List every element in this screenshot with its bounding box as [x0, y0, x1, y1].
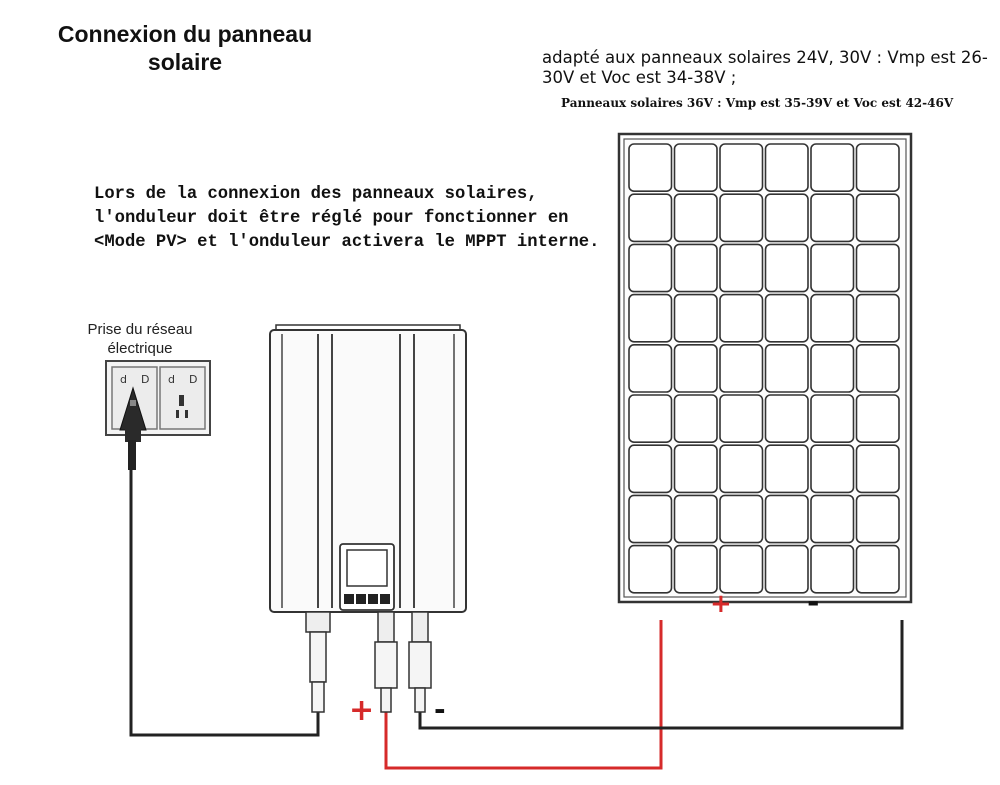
- solar-cell: [629, 295, 672, 342]
- solar-cell: [766, 144, 809, 191]
- solar-cell: [675, 295, 718, 342]
- solar-cell: [857, 144, 900, 191]
- solar-cell: [720, 144, 763, 191]
- solar-cell: [811, 445, 854, 492]
- solar-cell: [766, 194, 809, 241]
- inverter-minus-label: -: [434, 693, 446, 726]
- solar-cell: [675, 144, 718, 191]
- solar-cell: [857, 546, 900, 593]
- solar-cell: [675, 445, 718, 492]
- solar-cell: [811, 295, 854, 342]
- solar-cell: [857, 495, 900, 542]
- solar-cell: [811, 244, 854, 291]
- solar-cell: [811, 345, 854, 392]
- solar-cell: [857, 244, 900, 291]
- solar-cell: [811, 194, 854, 241]
- svg-text:D: D: [141, 373, 150, 386]
- panel-minus-label: -: [807, 585, 820, 620]
- solar-cell: [720, 546, 763, 593]
- solar-cell: [766, 546, 809, 593]
- solar-cell: [629, 495, 672, 542]
- solar-cell: [675, 495, 718, 542]
- spec-voltage-24-30: adapté aux panneaux solaires 24V, 30V : Vmp est 26-30V et Voc est 34-38V ;: [542, 48, 988, 87]
- instruction-text: Lors de la connexion des panneaux solaires, l'onduleur doit être réglé pour fonctionner en <Mode PV> et l'onduleur activera le MPPT interne.: [94, 185, 600, 252]
- solar-cell: [766, 244, 809, 291]
- solar-cell: [629, 345, 672, 392]
- solar-cell: [811, 395, 854, 442]
- solar-cell: [811, 495, 854, 542]
- solar-cell: [629, 144, 672, 191]
- solar-cell: [675, 194, 718, 241]
- solar-cell: [766, 295, 809, 342]
- inverter: [270, 325, 466, 712]
- panel-plus-label: +: [710, 589, 732, 619]
- page-title: Connexion du panneau solaire: [57, 21, 313, 75]
- wall-socket: [106, 361, 210, 470]
- svg-text:d: d: [120, 373, 127, 386]
- solar-cell: [857, 194, 900, 241]
- solar-cell: [629, 445, 672, 492]
- solar-cell: [629, 244, 672, 291]
- solar-cell: [766, 445, 809, 492]
- solar-cell: [629, 395, 672, 442]
- solar-panel: [619, 134, 911, 602]
- solar-cell: [766, 495, 809, 542]
- solar-cell: [675, 345, 718, 392]
- solar-cell: [629, 546, 672, 593]
- solar-cell: [720, 345, 763, 392]
- solar-cell: [720, 395, 763, 442]
- solar-cell: [720, 495, 763, 542]
- spec-voltage-36: Panneaux solaires 36V : Vmp est 35-39V et Voc est 42-46V: [561, 96, 954, 110]
- solar-cell: [675, 244, 718, 291]
- solar-cell: [675, 546, 718, 593]
- solar-cell: [720, 194, 763, 241]
- solar-cell: [720, 295, 763, 342]
- solar-cell: [811, 144, 854, 191]
- svg-text:D: D: [189, 373, 198, 386]
- solar-cell: [857, 345, 900, 392]
- solar-cell: [766, 345, 809, 392]
- solar-cell: [857, 445, 900, 492]
- svg-text:d: d: [168, 373, 175, 386]
- socket-label: Prise du réseau électrique: [87, 321, 193, 357]
- solar-cell: [766, 395, 809, 442]
- solar-cell: [675, 395, 718, 442]
- solar-cell: [857, 395, 900, 442]
- solar-cell: [629, 194, 672, 241]
- solar-cell: [720, 445, 763, 492]
- solar-cell: [720, 244, 763, 291]
- solar-cell: [857, 295, 900, 342]
- inverter-plus-label: +: [349, 693, 375, 728]
